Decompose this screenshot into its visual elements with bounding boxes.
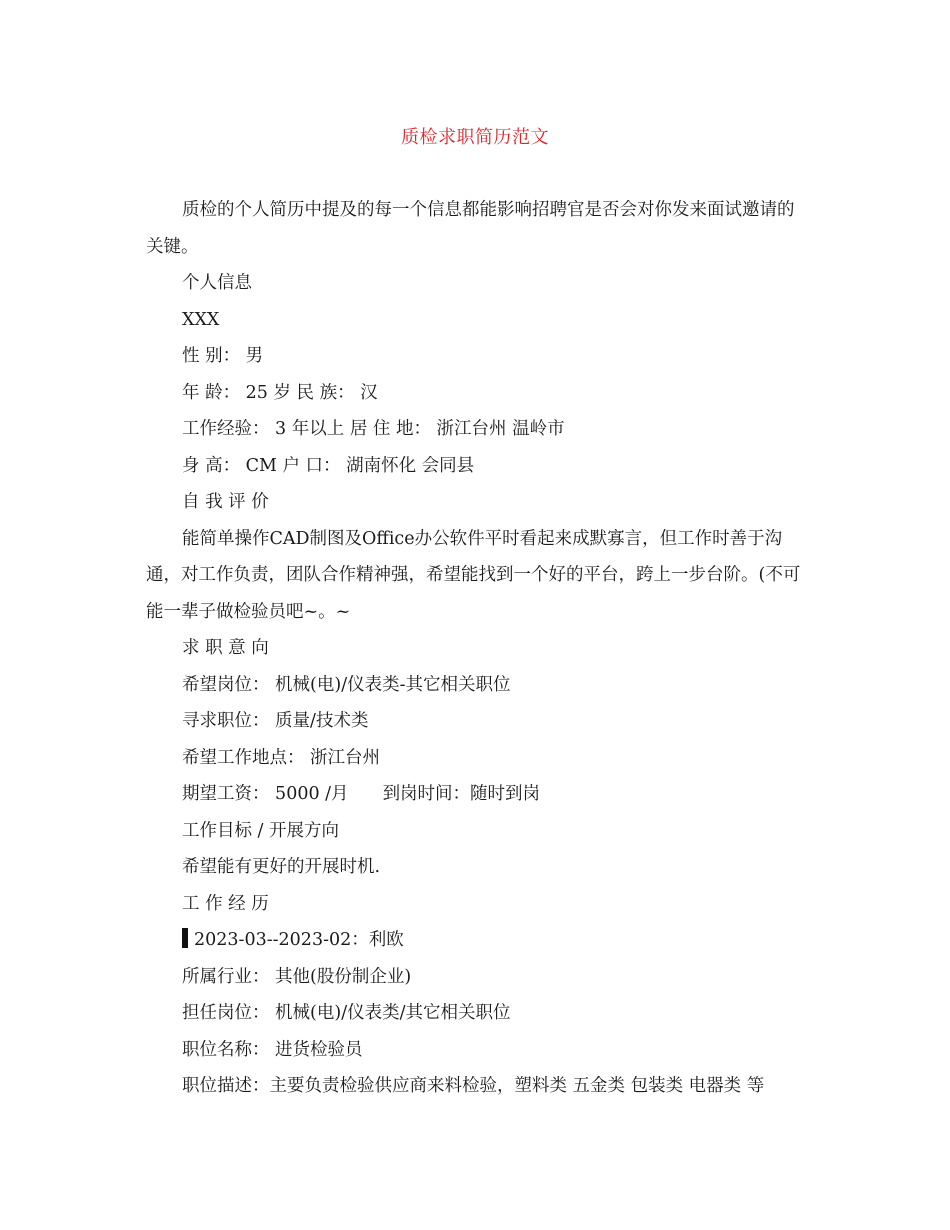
job-intention-heading: 求 职 意 向: [182, 638, 269, 658]
work-period-line: [146, 922, 808, 959]
job-title-line: 职位名称： 进货检验员: [182, 1039, 363, 1060]
desired-position-line: 希望岗位： 机械(电)/仪表类-其它相关职位: [182, 674, 511, 695]
name-line: XXX: [182, 309, 220, 330]
post-line: 担任岗位： 机械(电)/仪表类/其它相关职位: [182, 1003, 511, 1023]
bullet-bar-icon: [182, 928, 188, 948]
work-goal-text: 希望能有更好的开展时机.: [182, 857, 381, 877]
age-ethnicity-line: 年 龄： 25 岁 民 族： 汉: [182, 382, 378, 403]
personal-info-heading: 个人信息: [182, 273, 252, 293]
self-evaluation-heading: 自 我 评 价: [182, 492, 269, 512]
document-body: [146, 192, 808, 1105]
height-hukou-line: 身 高： CM 户 口： 湖南怀化 会同县: [182, 455, 475, 476]
work-history-heading: 工 作 经 历: [182, 893, 269, 914]
seeking-position-line: 寻求职位： 质量/技术类: [182, 711, 369, 731]
job-description-line: 职位描述：主要负责检验供应商来料检验，塑料类 五金类 包装类 电器类 等: [182, 1076, 765, 1096]
desired-location-line: 希望工作地点： 浙江台州: [182, 747, 381, 768]
document-title: 质检求职简历范文: [401, 127, 549, 148]
experience-residence-line: 工作经验： 3 年以上 居 住 地： 浙江台州 温岭市: [182, 419, 565, 439]
expected-salary: 期望工资： 5000 /月: [182, 784, 349, 804]
industry-line: 所属行业： 其他(股份制企业): [182, 966, 412, 987]
self-evaluation-paragraph: 能简单操作CAD制图及Office办公软件平时看起来成默寡言，但工作时善于沟通，对工作负责，团队合作精神强，希望能找到一个好的平台，跨上一步台阶。(不可能一辈子做检验员吧~。~: [146, 528, 801, 622]
start-time: 到岗时间：随时到岗: [382, 784, 541, 804]
salary-start-line: [146, 776, 808, 813]
work-goal-heading: 工作目标 / 开展方向: [182, 820, 340, 841]
gender-line: 性 别： 男: [182, 346, 264, 366]
intro-paragraph: 质检的个人简历中提及的每一个信息都能影响招聘官是否会对你发来面试邀请的关键。: [146, 200, 795, 257]
work-period: 2023-03--2023-02：利欧: [194, 930, 404, 950]
